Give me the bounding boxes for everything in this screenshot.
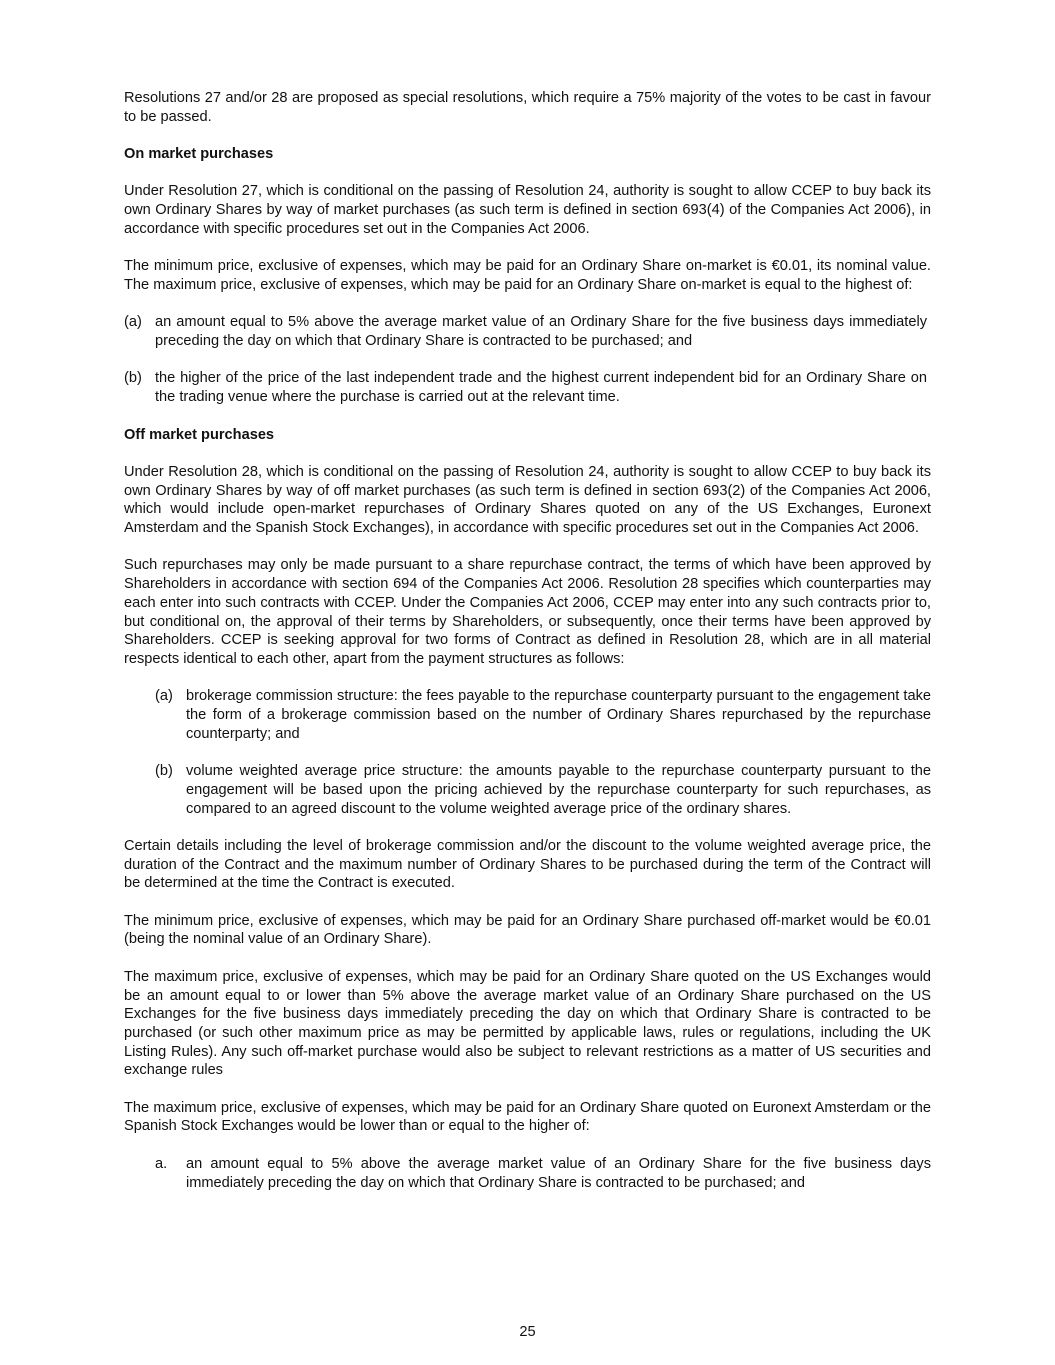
section-heading-on-market: On market purchases [124, 146, 274, 163]
off-market-paragraph-4: The minimum price, exclusive of expenses, which may be paid for an Ordinary Share purchased off-market would be €0.01 (being the nominal value of an Ordinary Share). [124, 912, 931, 948]
list-text: an amount equal to 5% above the average market value of an Ordinary Share for the five business days immediately preceding the day on which that Ordinary Share is contracted to be purchased; and [186, 1155, 931, 1191]
intro-paragraph: Resolutions 27 and/or 28 are proposed as special resolutions, which require a 75% majority of the votes to be cast in favour to be passed. [124, 90, 931, 125]
list-text: brokerage commission structure: the fees payable to the repurchase counterparty pursuant to the engagement take the form of a brokerage commission based on the number of Ordinary Shares repurchased by the repurchase counterparty; and [186, 688, 931, 742]
list-text: an amount equal to 5% above the average market value of an Ordinary Share for the five business days immediately preceding the day on which that Ordinary Share is contracted to be purchased; and [155, 314, 927, 350]
list-item [155, 762, 931, 818]
list-label: (a) [155, 688, 173, 705]
list-text: the higher of the price of the last independent trade and the highest current independent bid for an Ordinary Share on the trading venue where the purchase is carried out at the relevant time. [155, 370, 927, 406]
list-item [155, 1155, 931, 1192]
list-label: (b) [155, 763, 173, 780]
page-number: 25 [519, 1324, 536, 1340]
list-label: (b) [124, 370, 142, 387]
list-item [155, 687, 931, 743]
off-market-paragraph-6: The maximum price, exclusive of expenses, which may be paid for an Ordinary Share quoted on Euronext Amsterdam or the Spanish Stock Exchanges would be lower than or equal to the higher of: [124, 1099, 931, 1135]
off-market-paragraph-2: Such repurchases may only be made pursuant to a share repurchase contract, the terms of which have been approved by Shareholders in accordance with section 694 of the Companies Act 2006. Resolution 28 specifies which counterparties may each enter into such contracts with CCEP. Under the Companies Act 2006, CCEP may enter into any such contracts prior to, but conditional on, the approval of their terms by Shareholders, or subsequently, once their terms have been approved by Shareholders. CCEP is seeking approval for two forms of Contract as defined in Resolution 28, which are in all material respects identical to each other, apart from the payment structures as follows: [124, 557, 931, 667]
section-heading-off-market: Off market purchases [124, 426, 275, 443]
on-market-paragraph-1: Under Resolution 27, which is conditional on the passing of Resolution 24, authority is sought to allow CCEP to buy back its own Ordinary Shares by way of market purchases (as such term is defined in section 693(4) of the Companies Act 2006), in accordance with specific procedures set out in the Companies Act 2006. [124, 183, 931, 237]
off-market-paragraph-1: Under Resolution 28, which is conditional on the passing of Resolution 24, authority is sought to allow CCEP to buy back its own Ordinary Shares by way of off market purchases (as such term is defined in section 693(2) of the Companies Act 2006, which would include open-market repurchases of Ordinary Shares quoted on any of the US Exchanges, Euronext Amsterdam and the Spanish Stock Exchanges), in accordance with specific procedures set out in the Companies Act 2006. [124, 463, 931, 537]
list-text: volume weighted average price structure: the amounts payable to the repurchase counterparty pursuant to the engagement will be based upon the pricing achieved by the repurchase counterparty for such repurchases, as compared to an agreed discount to the volume weighted average price of the ordinary shares. [186, 763, 931, 817]
document-body [124, 89, 931, 1192]
list-label: a. [155, 1155, 168, 1172]
list-item [124, 369, 927, 406]
off-market-paragraph-5: The maximum price, exclusive of expenses, which may be paid for an Ordinary Share quoted on the US Exchanges would be an amount equal to or lower than 5% above the average market value of an Ordinary Share purchased on the US Exchanges for the five business days immediately preceding the day on which that Ordinary Share is contracted to be purchased (or such other maximum price as may be permitted by applicable laws, rules or regulations, including the UK Listing Rules). Any such off-market purchase would also be subject to relevant restrictions as a matter of US securities and exchange rules [124, 968, 931, 1079]
on-market-paragraph-2: The minimum price, exclusive of expenses, which may be paid for an Ordinary Share on-market is €0.01, its nominal value. The maximum price, exclusive of expenses, which may be paid for an Ordinary Share on-market is equal to the highest of: [124, 258, 931, 293]
off-market-paragraph-3: Certain details including the level of brokerage commission and/or the discount to the volume weighted average price, the duration of the Contract and the maximum number of Ordinary Shares to be purchased during the term of the Contract will be determined at the time the Contract is executed. [124, 837, 931, 892]
list-item [124, 313, 927, 350]
list-label: (a) [124, 314, 142, 331]
